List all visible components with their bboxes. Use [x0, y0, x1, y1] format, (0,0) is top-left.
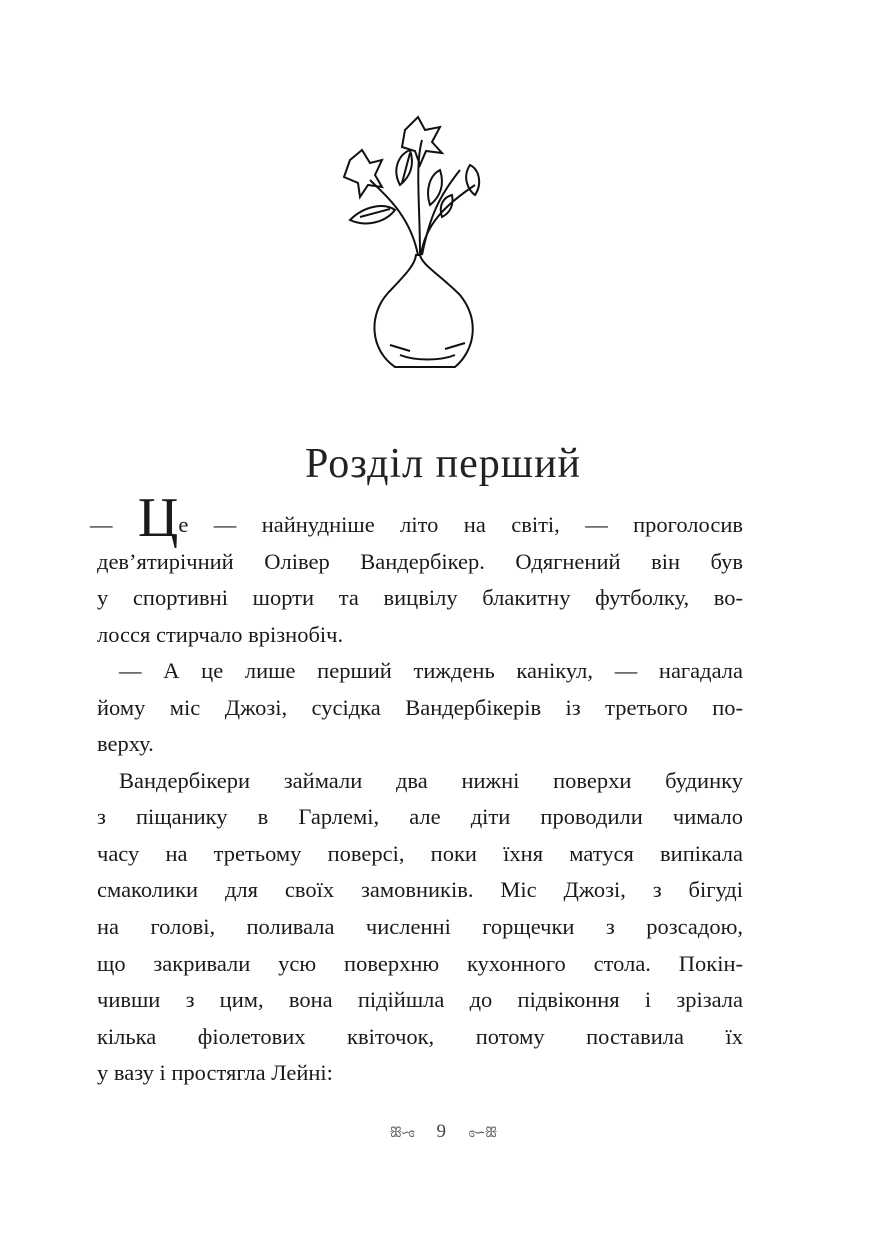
- chapter-title: Розділ перший: [304, 441, 582, 488]
- text-line: смаколики для своїх замовників. Міс Джозі, з бігуді: [97, 877, 743, 903]
- text-line: кілька фіолетових квіточок, потому поставила їх: [97, 1023, 743, 1049]
- text-lines: [97, 544, 743, 1092]
- text-line: йому міс Джозі, сусідка Вандербікерів із третього по-: [97, 694, 743, 720]
- text-line: Вандербікери займали два нижні поверхи будинку: [119, 767, 743, 793]
- text-line: на голові, поливала численні горщечки з розсадою,: [97, 914, 743, 940]
- first-line-text: е — найнудніше літо на світі, — проголосив: [178, 512, 743, 537]
- drop-cap: Ц: [137, 487, 179, 549]
- text-line: часу на третьому поверсі, поки їхня матуся випікала: [97, 840, 743, 866]
- text-line: у вазу і простягла Лейні:: [97, 1060, 333, 1086]
- text-line: з піщанику в Гарлемі, але діти проводили чимало: [97, 804, 743, 830]
- body-text: [90, 487, 743, 1092]
- text-line: верху.: [97, 731, 154, 757]
- first-line: [90, 487, 743, 549]
- ornament-left-icon: ꕥ∽ɞ: [389, 1126, 414, 1141]
- page-number: 9: [436, 1121, 446, 1142]
- text-line: дев’ятирічний Олівер Вандербікер. Одягнений він був: [97, 548, 743, 574]
- text-line: чивши з цим, вона підійшла до підвіконня і зрізала: [97, 987, 743, 1013]
- flower-vase-illustration: [330, 105, 500, 375]
- text-line: що закривали усю поверхню кухонного стола. Покін-: [97, 950, 743, 976]
- text-line: лосся стирчало врізнобіч.: [97, 621, 344, 647]
- ornament-right-icon: ɞ∽ꕥ: [468, 1126, 497, 1141]
- opening-dash: —: [90, 512, 113, 537]
- page-footer: [0, 1121, 886, 1143]
- text-line: — А це лише перший тиждень канікул, — нагадала: [119, 658, 743, 684]
- text-line: у спортивні шорти та вицвілу блакитну футболку, во-: [97, 585, 743, 611]
